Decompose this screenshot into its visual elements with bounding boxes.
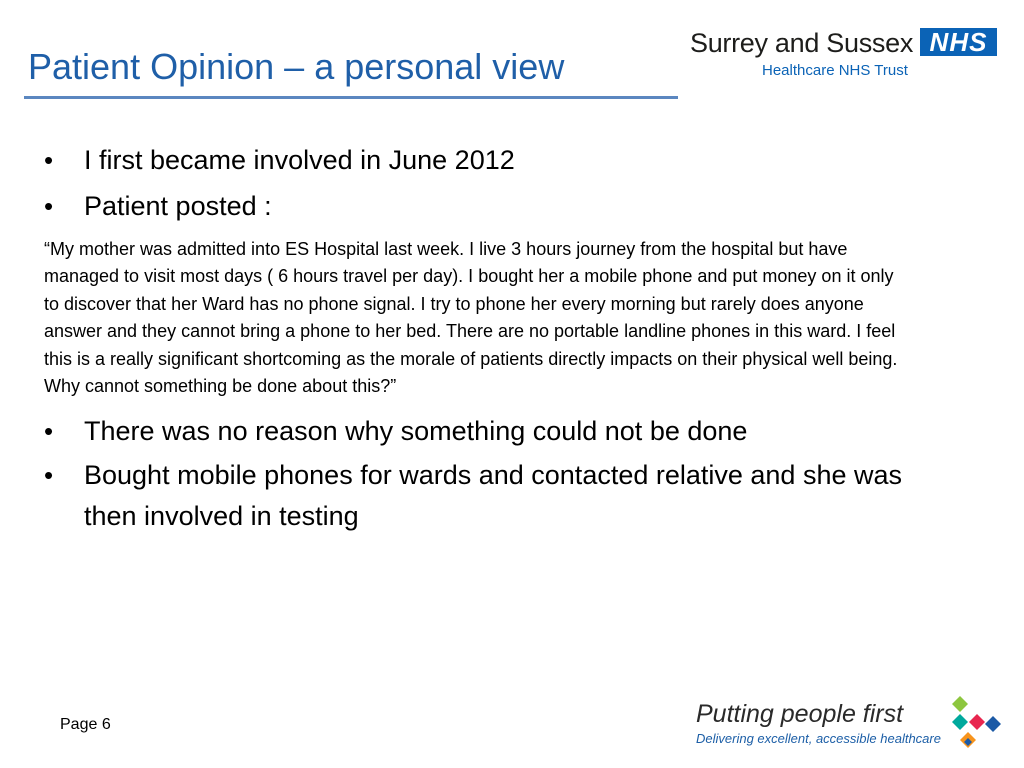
bullet-text: Bought mobile phones for wards and contacted relative and she was then involved in testing — [84, 459, 903, 532]
footer-brand — [696, 700, 941, 746]
bullet-item — [44, 455, 924, 539]
bullet-icon: • — [44, 415, 54, 446]
bullet-icon: • — [44, 145, 54, 175]
trust-name: Surrey and Sussex — [690, 28, 914, 58]
bullet-text: Patient posted : — [84, 190, 272, 221]
trust-subtitle: Healthcare NHS Trust — [762, 62, 908, 79]
bullet-text: There was no reason why something could not be done — [84, 415, 748, 446]
slide-body — [44, 140, 924, 538]
bullet-item — [44, 140, 924, 182]
diamond-red-icon — [969, 714, 985, 730]
title-divider — [24, 96, 678, 99]
bullet-icon: • — [44, 459, 54, 490]
footer-subtitle: Delivering excellent, accessible healthcare — [696, 731, 941, 746]
bullet-item — [44, 411, 924, 453]
bullet-text: I first became involved in June 2012 — [84, 145, 515, 175]
diamond-green-icon — [952, 696, 968, 712]
diamond-logo-icon — [946, 694, 1002, 754]
bullet-icon: • — [44, 190, 54, 221]
page-number: Page 6 — [60, 716, 111, 733]
diamond-teal-icon — [952, 714, 968, 730]
footer-title: Putting people first — [696, 700, 904, 728]
bullet-item — [44, 186, 924, 228]
nhs-logo: NHS — [920, 28, 997, 56]
slide-title: Patient Opinion – a personal view — [28, 46, 565, 87]
patient-quote: “My mother was admitted into ES Hospital last week. I live 3 hours journey from the hospital but have managed to visit most days ( 6 hours travel per day). I bought her a mobile phone and put money on it only to discover that her Ward has no phone signal. I try to phone her every morning but rarely does anyone answer and they cannot bring a phone to her bed. There are no portable landline phones in this ward. I feel this is a really significant shortcoming as the morale of patients directly impacts on their physical well being. Why cannot something be done about this?” — [44, 238, 898, 397]
diamond-blue-icon — [985, 716, 1001, 732]
